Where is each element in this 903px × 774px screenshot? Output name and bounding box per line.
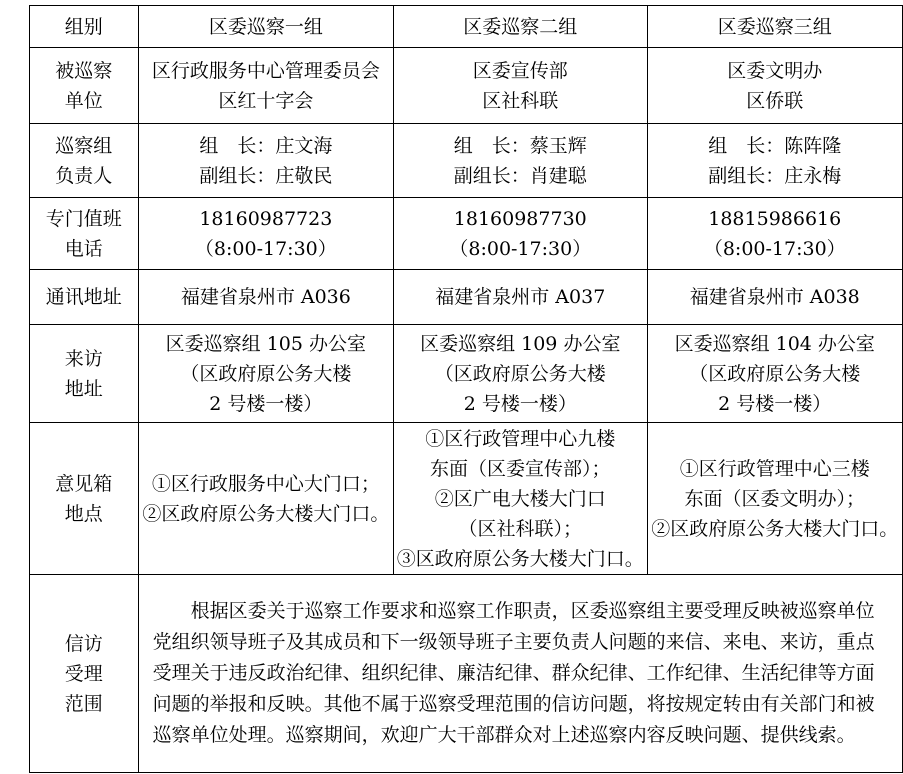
boxes-group-3: ①区行政管理中心三楼 东面（区委文明办）； ②区政府原公务大楼大门口。 bbox=[647, 423, 903, 575]
header-row bbox=[30, 6, 903, 48]
leaders-group-3: 组 长：陈阵隆 副组长：庄永梅 bbox=[647, 124, 903, 198]
boxes-label: 意见箱 地点 bbox=[30, 423, 139, 575]
units-label: 被巡察 单位 bbox=[30, 48, 139, 124]
leaders-group-2: 组 长：蔡玉辉 副组长：肖建聪 bbox=[394, 124, 647, 198]
mail-group-2: 福建省泉州市 A037 bbox=[394, 270, 647, 325]
mail-row bbox=[30, 270, 903, 325]
units-group-2: 区委宣传部 区社科联 bbox=[394, 48, 647, 124]
units-row bbox=[30, 48, 903, 124]
leaders-label: 巡察组 负责人 bbox=[30, 124, 139, 198]
header-group-2: 区委巡察二组 bbox=[394, 6, 647, 48]
phone-row bbox=[30, 198, 903, 270]
visit-label: 来访 地址 bbox=[30, 325, 139, 423]
units-group-1: 区行政服务中心管理委员会 区红十字会 bbox=[138, 48, 393, 124]
phone-group-1: 18160987723 （8:00-17:30） bbox=[138, 198, 393, 270]
mail-group-3: 福建省泉州市 A038 bbox=[647, 270, 903, 325]
inspection-info-table bbox=[29, 5, 903, 773]
visit-group-1: 区委巡察组 105 办公室 （区政府原公务大楼 2 号楼一楼） bbox=[138, 325, 393, 423]
units-group-3: 区委文明办 区侨联 bbox=[647, 48, 903, 124]
header-group-label: 组别 bbox=[30, 6, 139, 48]
mail-label: 通讯地址 bbox=[30, 270, 139, 325]
phone-group-2: 18160987730 （8:00-17:30） bbox=[394, 198, 647, 270]
header-group-3: 区委巡察三组 bbox=[647, 6, 903, 48]
leaders-row bbox=[30, 124, 903, 198]
scope-text: 根据区委关于巡察工作要求和巡察工作职责，区委巡察组主要受理反映被巡察单位党组织领导班子及其成员和下一级领导班子主要负责人问题的来信、来电、来访，重点受理关于违反政治纪律、组织纪律、廉洁纪律、群众纪律、工作纪律、生活纪律等方面问题的举报和反映。其他不属于巡察受理范围的信访问题，将按规定转由有关部门和被巡察单位处理。巡察期间，欢迎广大干部群众对上述巡察内容反映问题、提供线索。 bbox=[138, 575, 902, 773]
boxes-group-1: ①区行政服务中心大门口； ②区政府原公务大楼大门口。 bbox=[138, 423, 393, 575]
visit-group-3: 区委巡察组 104 办公室 （区政府原公务大楼 2 号楼一楼） bbox=[647, 325, 903, 423]
leaders-group-1: 组 长：庄文海 副组长：庄敬民 bbox=[138, 124, 393, 198]
scope-row bbox=[30, 575, 903, 773]
visit-group-2: 区委巡察组 109 办公室 （区政府原公务大楼 2 号楼一楼） bbox=[394, 325, 647, 423]
phone-group-3: 18815986616 （8:00-17:30） bbox=[647, 198, 903, 270]
visit-row bbox=[30, 325, 903, 423]
header-group-1: 区委巡察一组 bbox=[138, 6, 393, 48]
phone-label: 专门值班 电话 bbox=[30, 198, 139, 270]
boxes-group-2: ①区行政管理中心九楼 东面（区委宣传部）； ②区广电大楼大门口 （区社科联）； ③区政府原公务大楼大门口。 bbox=[394, 423, 647, 575]
mail-group-1: 福建省泉州市 A036 bbox=[138, 270, 393, 325]
scope-label: 信访 受理 范围 bbox=[30, 575, 139, 773]
boxes-row bbox=[30, 423, 903, 575]
